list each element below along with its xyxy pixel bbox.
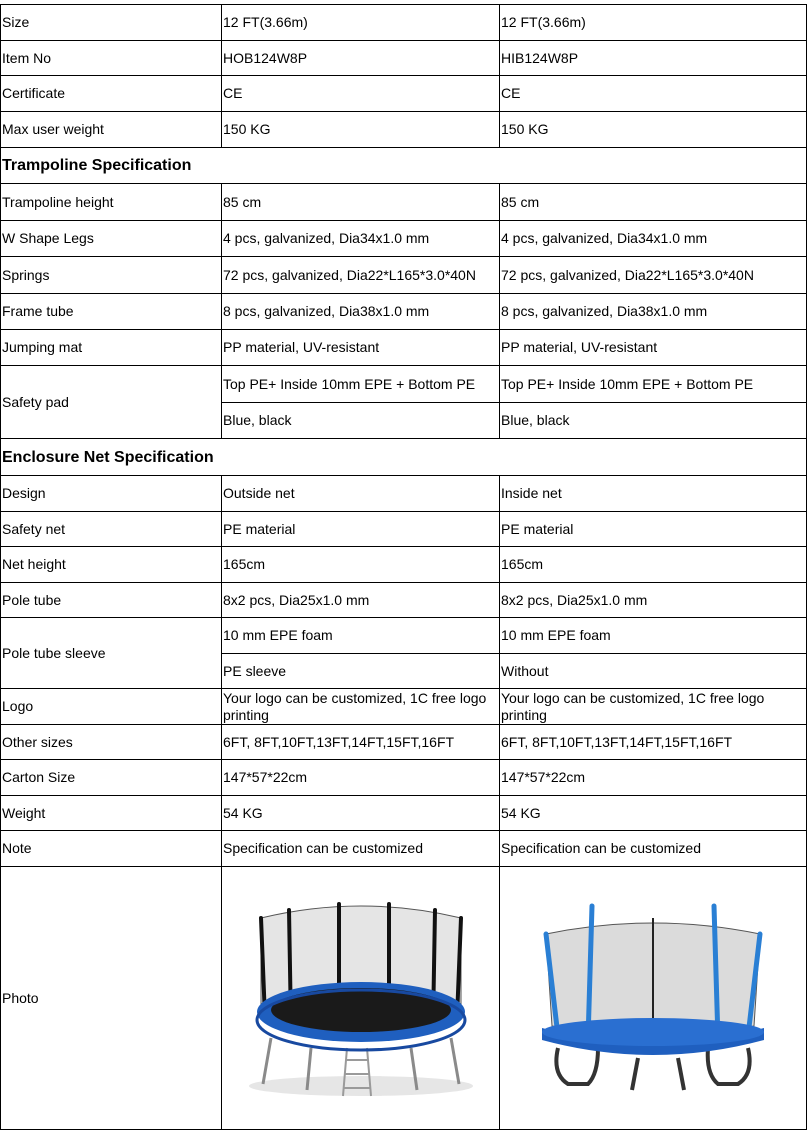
cell-inside: Specification can be customized xyxy=(500,831,807,867)
cell-inside: 8x2 pcs, Dia25x1.0 mm xyxy=(500,583,807,618)
cell-inside: 165cm xyxy=(500,547,807,583)
cell-inside: CE xyxy=(500,76,807,112)
cell-inside: Blue, black xyxy=(500,403,807,439)
section-header-row xyxy=(1,439,807,476)
cell-inside: 147*57*22cm xyxy=(500,760,807,796)
cell-inside: 10 mm EPE foam xyxy=(500,618,807,654)
cell-outside: 4 pcs, galvanized, Dia34x1.0 mm xyxy=(222,221,500,257)
trampoline-inside-net-image xyxy=(528,898,778,1098)
cell-outside: HOB124W8P xyxy=(222,41,500,76)
cell-inside: 4 pcs, galvanized, Dia34x1.0 mm xyxy=(500,221,807,257)
cell-outside: Outside net xyxy=(222,476,500,512)
table-row xyxy=(1,366,807,403)
cell-outside: 12 FT(3.66m) xyxy=(222,5,500,41)
row-label: Safety net xyxy=(1,512,222,547)
table-row xyxy=(1,257,807,294)
table-row xyxy=(1,76,807,112)
row-label: Max user weight xyxy=(1,112,222,148)
photo-outside-net xyxy=(222,867,500,1130)
row-label: Carton Size xyxy=(1,760,222,796)
cell-outside: 165cm xyxy=(222,547,500,583)
table-row xyxy=(1,618,807,654)
table-row xyxy=(1,725,807,760)
cell-outside: Top PE+ Inside 10mm EPE + Bottom PE xyxy=(222,366,500,403)
table-row xyxy=(1,512,807,547)
cell-inside: 6FT, 8FT,10FT,13FT,14FT,15FT,16FT xyxy=(500,725,807,760)
cell-outside: PE material xyxy=(222,512,500,547)
cell-inside: 12 FT(3.66m) xyxy=(500,5,807,41)
row-label: Certificate xyxy=(1,76,222,112)
row-label: Frame tube xyxy=(1,294,222,330)
row-label: W Shape Legs xyxy=(1,221,222,257)
cell-outside: 6FT, 8FT,10FT,13FT,14FT,15FT,16FT xyxy=(222,725,500,760)
row-label: Photo xyxy=(1,867,222,1130)
cell-inside: 72 pcs, galvanized, Dia22*L165*3.0*40N xyxy=(500,257,807,294)
cell-outside: 150 KG xyxy=(222,112,500,148)
table-row xyxy=(1,760,807,796)
table-row xyxy=(1,796,807,831)
row-label: Logo xyxy=(1,689,222,725)
row-label: Safety pad xyxy=(1,366,222,439)
cell-outside: CE xyxy=(222,76,500,112)
row-label: Net height xyxy=(1,547,222,583)
row-label: Note xyxy=(1,831,222,867)
section-header-row xyxy=(1,148,807,184)
row-label: Item No xyxy=(1,41,222,76)
cell-inside: Top PE+ Inside 10mm EPE + Bottom PE xyxy=(500,366,807,403)
cell-outside: PP material, UV-resistant xyxy=(222,330,500,366)
row-label: Weight xyxy=(1,796,222,831)
table-row xyxy=(1,583,807,618)
cell-outside: Blue, black xyxy=(222,403,500,439)
table-row xyxy=(1,547,807,583)
row-label: Size xyxy=(1,5,222,41)
cell-outside: 85 cm xyxy=(222,184,500,221)
cell-inside: Your logo can be customized, 1C free logo printing xyxy=(500,689,807,725)
table-row xyxy=(1,112,807,148)
cell-outside: 72 pcs, galvanized, Dia22*L165*3.0*40N xyxy=(222,257,500,294)
cell-outside: 10 mm EPE foam xyxy=(222,618,500,654)
cell-inside: Without xyxy=(500,654,807,689)
row-label: Trampoline height xyxy=(1,184,222,221)
trampoline-outside-net-image xyxy=(241,898,481,1098)
photo-inside-net xyxy=(500,867,807,1130)
cell-inside: 150 KG xyxy=(500,112,807,148)
cell-inside: PP material, UV-resistant xyxy=(500,330,807,366)
cell-inside: 85 cm xyxy=(500,184,807,221)
cell-outside: Specification can be customized xyxy=(222,831,500,867)
cell-outside: Your logo can be customized, 1C free logo printing xyxy=(222,689,500,725)
photo-row xyxy=(1,867,807,1130)
table-row xyxy=(1,184,807,221)
cell-outside: 8x2 pcs, Dia25x1.0 mm xyxy=(222,583,500,618)
table-row xyxy=(1,5,807,41)
table-row xyxy=(1,41,807,76)
table-row xyxy=(1,330,807,366)
cell-inside: Inside net xyxy=(500,476,807,512)
table-row xyxy=(1,476,807,512)
cell-inside: 8 pcs, galvanized, Dia38x1.0 mm xyxy=(500,294,807,330)
cell-outside: 147*57*22cm xyxy=(222,760,500,796)
table-row xyxy=(1,831,807,867)
table-row xyxy=(1,294,807,330)
row-label: Pole tube sleeve xyxy=(1,618,222,689)
spec-table xyxy=(0,4,807,1130)
section-title-enclosure: Enclosure Net Specification xyxy=(1,439,807,476)
row-label: Other sizes xyxy=(1,725,222,760)
cell-inside: HIB124W8P xyxy=(500,41,807,76)
cell-outside: 8 pcs, galvanized, Dia38x1.0 mm xyxy=(222,294,500,330)
cell-inside: PE material xyxy=(500,512,807,547)
row-label: Design xyxy=(1,476,222,512)
cell-outside: PE sleeve xyxy=(222,654,500,689)
cell-inside: 54 KG xyxy=(500,796,807,831)
table-row xyxy=(1,689,807,725)
cell-outside: 54 KG xyxy=(222,796,500,831)
row-label: Jumping mat xyxy=(1,330,222,366)
section-title-trampoline: Trampoline Specification xyxy=(1,148,807,184)
table-row xyxy=(1,221,807,257)
row-label: Springs xyxy=(1,257,222,294)
row-label: Pole tube xyxy=(1,583,222,618)
